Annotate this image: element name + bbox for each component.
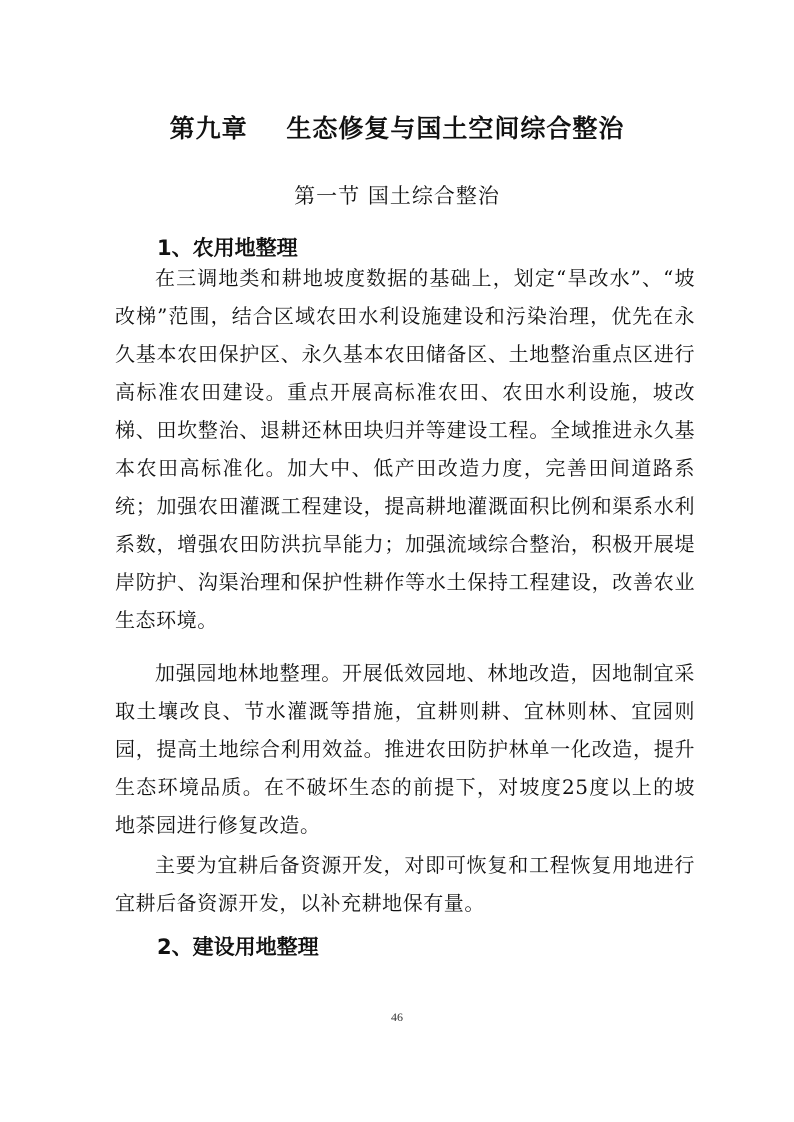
- paragraph-reserve-resource-development: 主要为宜耕后备资源开发，对即可恢复和工程恢复用地进行宜耕后备资源开发，以补充耕地保有量。: [115, 853, 695, 915]
- section-title: 第一节 国土综合整治: [294, 184, 500, 208]
- page-number: 46: [391, 1010, 403, 1024]
- paragraph-farmland-consolidation: 在三调地类和耕地坡度数据的基础上，划定“旱改水”、“坡改梯”范围，结合区域农田水利设施建设和污染治理，优先在永久基本农田保护区、永久基本农田储备区、土地整治重点区进行高标准农田建设。重点开展高标准农田、农田水利设施，坡改梯、田坎整治、退耕还林田块归并等建设工程。全域推进永久基本农田高标准化。加大中、低产田改造力度，完善田间道路系统；加强农田灌溉工程建设，提高耕地灌溉面积比例和渠系水利系数，增强农田防洪抗旱能力；加强流域综合整治，积极开展堤岸防护、沟渠治理和保护性耕作等水土保持工程建设，改善农业生态环境。: [115, 266, 695, 632]
- subsection-heading-farmland: 1、农用地整理: [157, 236, 298, 260]
- subsection-heading-construction-land: 2、建设用地整理: [157, 935, 319, 959]
- chapter-title: 第九章 生态修复与国土空间综合整治: [169, 114, 625, 143]
- paragraph-orchard-forest-consolidation: 加强园地林地整理。开展低效园地、林地改造，因地制宜采取土壤改良、节水灌溉等措施，宜耕则耕、宜林则林、宜园则园，提高土地综合利用效益。推进农田防护林单一化改造，提升生态环境品质。在不破坏生态的前提下，对坡度25度以上的坡地茶园进行修复改造。: [115, 661, 695, 837]
